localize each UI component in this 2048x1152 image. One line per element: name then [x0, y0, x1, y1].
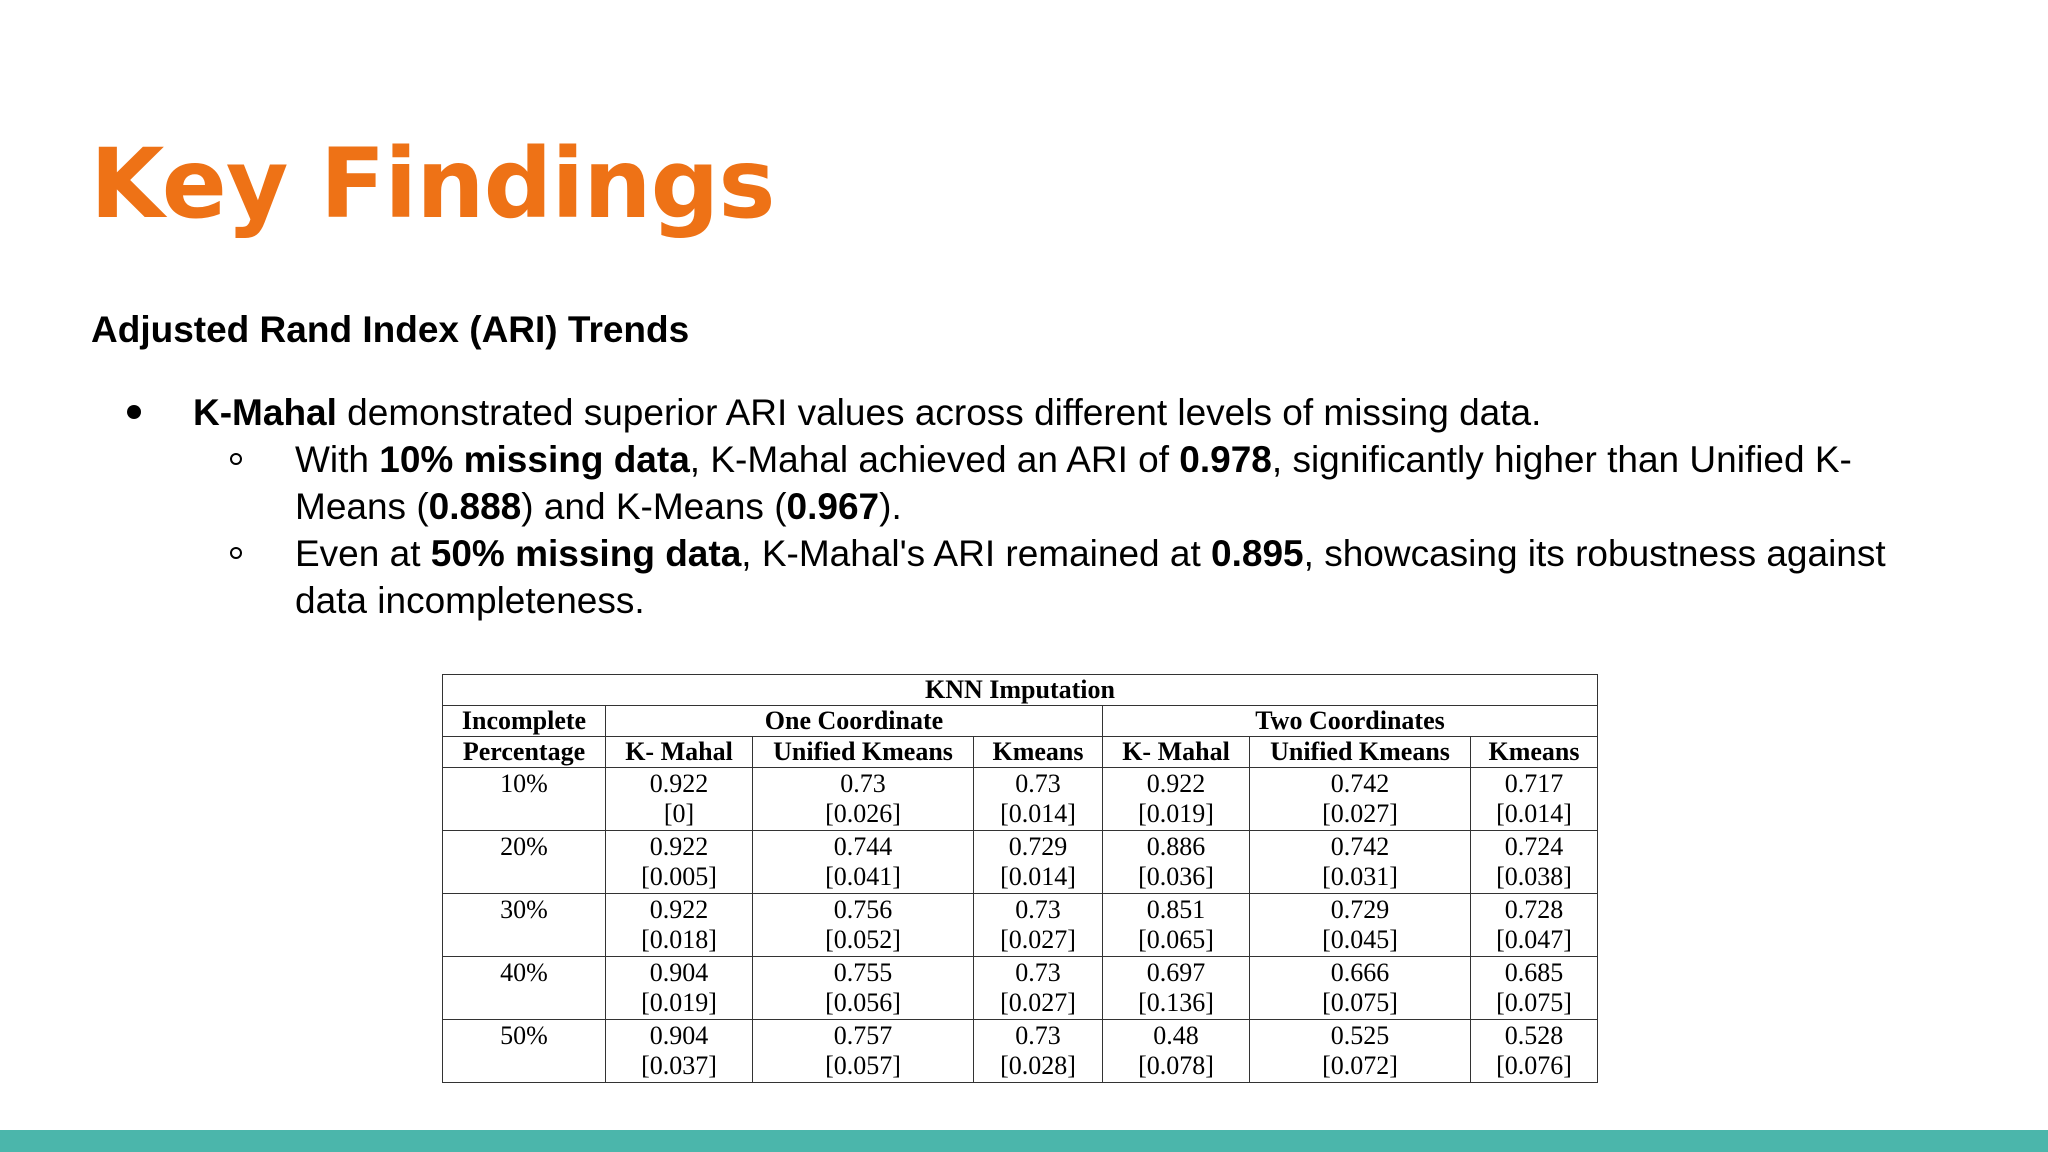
- group-header-one-coordinate: One Coordinate: [606, 706, 1103, 737]
- table-cell: [753, 894, 974, 957]
- cell-mean-value: 0.728: [1504, 895, 1564, 924]
- table-cell: [1103, 894, 1250, 957]
- table-cell: [1250, 1020, 1471, 1083]
- table-cell: [606, 1020, 753, 1083]
- cell-mean-value: 0.525: [1330, 1021, 1390, 1050]
- table-row: [443, 831, 1598, 894]
- bullet-item: [0, 389, 1953, 436]
- cell-std-value: [0.019]: [1138, 799, 1214, 828]
- table-cell: [974, 1020, 1103, 1083]
- row-label: [443, 894, 606, 957]
- cell-std-value: [0.076]: [1496, 1051, 1572, 1080]
- cell-std-value: [0.027]: [1000, 988, 1076, 1017]
- table-row: [443, 1020, 1598, 1083]
- cell-mean-value: 0.73: [1015, 1021, 1061, 1050]
- bullet-dot-icon: [127, 405, 141, 419]
- sub-bullet-bold: 50% missing data: [430, 533, 742, 574]
- cell-mean-value: 0.744: [833, 832, 893, 861]
- sub-bullet-bold: 10% missing data: [379, 439, 690, 480]
- section-subtitle: Adjusted Rand Index (ARI) Trends: [91, 309, 690, 350]
- sub-bullet-bold: 0.967: [786, 486, 880, 527]
- table-cell: [606, 768, 753, 831]
- sub-bullet-text: ).: [879, 486, 902, 527]
- cell-mean-value: 0.886: [1146, 832, 1206, 861]
- cell-mean-value: 0.922: [1146, 769, 1206, 798]
- table-cell: [1471, 894, 1598, 957]
- sub-bullet-text: , showcasing its robustness against data incompleteness.: [295, 533, 1886, 621]
- table-cell: [753, 1020, 974, 1083]
- bullet-list: [0, 389, 2048, 624]
- cell-std-value: [0.038]: [1496, 862, 1572, 891]
- cell-mean-value: 0.48: [1153, 1021, 1199, 1050]
- row-label-text: 50%: [500, 1021, 548, 1050]
- table-cell: [1250, 768, 1471, 831]
- sub-bullet-text: Even at: [295, 533, 431, 574]
- cell-std-value: [0.026]: [825, 799, 901, 828]
- cell-std-value: [0.027]: [1322, 799, 1398, 828]
- table-body: [443, 768, 1598, 1083]
- cell-mean-value: 0.922: [649, 895, 709, 924]
- cell-mean-value: 0.73: [840, 769, 886, 798]
- cell-std-value: [0.052]: [825, 925, 901, 954]
- cell-std-value: [0.047]: [1496, 925, 1572, 954]
- table-cell: [1103, 957, 1250, 1020]
- row-header-bottom: Percentage: [443, 737, 606, 768]
- cell-std-value: [0.027]: [1000, 925, 1076, 954]
- slide-title: Key Findings: [90, 128, 775, 240]
- cell-std-value: [0.014]: [1000, 862, 1076, 891]
- hollow-bullet-icon: [230, 453, 242, 465]
- table-cell: [753, 957, 974, 1020]
- cell-mean-value: 0.742: [1330, 832, 1390, 861]
- column-header: Unified Kmeans: [1250, 737, 1471, 768]
- table-row: [443, 957, 1598, 1020]
- hollow-bullet-icon: [230, 547, 242, 559]
- table-cell: [1250, 894, 1471, 957]
- sub-bullet-bold: 0.895: [1211, 533, 1304, 574]
- group-header-two-coordinates: Two Coordinates: [1103, 706, 1598, 737]
- sub-bullet-item: [0, 436, 1935, 530]
- cell-mean-value: 0.729: [1008, 832, 1068, 861]
- table-cell: [1471, 831, 1598, 894]
- sub-bullet-item: [0, 530, 1935, 624]
- table-cell: [1471, 1020, 1598, 1083]
- row-label-text: 20%: [500, 832, 548, 861]
- cell-mean-value: 0.742: [1330, 769, 1390, 798]
- table-cell: [974, 957, 1103, 1020]
- cell-mean-value: 0.697: [1146, 958, 1206, 987]
- cell-std-value: [0.031]: [1322, 862, 1398, 891]
- cell-std-value: [0.075]: [1322, 988, 1398, 1017]
- cell-std-value: [0.057]: [825, 1051, 901, 1080]
- sub-bullet-bold: 0.888: [428, 486, 522, 527]
- cell-mean-value: 0.528: [1504, 1021, 1564, 1050]
- cell-std-value: [0.028]: [1000, 1051, 1076, 1080]
- sub-bullet-text: , significantly higher than Unified K-Means (: [295, 439, 1852, 527]
- row-label: [443, 831, 606, 894]
- cell-std-value: [0.075]: [1496, 988, 1572, 1017]
- column-header: K- Mahal: [606, 737, 753, 768]
- cell-std-value: [0.056]: [825, 988, 901, 1017]
- table-cell: [1250, 831, 1471, 894]
- cell-mean-value: 0.73: [1015, 958, 1061, 987]
- cell-mean-value: 0.757: [833, 1021, 893, 1050]
- cell-std-value: [0.041]: [825, 862, 901, 891]
- cell-std-value: [0.045]: [1322, 925, 1398, 954]
- cell-std-value: [0.072]: [1322, 1051, 1398, 1080]
- results-table-container: [442, 674, 1598, 1083]
- cell-mean-value: 0.756: [833, 895, 893, 924]
- table-cell: [1471, 768, 1598, 831]
- cell-std-value: [0.019]: [641, 988, 717, 1017]
- cell-std-value: [0.005]: [641, 862, 717, 891]
- cell-mean-value: 0.851: [1146, 895, 1206, 924]
- sub-bullet-text: , K-Mahal achieved an ARI of: [689, 439, 1180, 480]
- cell-mean-value: 0.717: [1504, 769, 1564, 798]
- cell-std-value: [0.136]: [1138, 988, 1214, 1017]
- table-cell: [606, 957, 753, 1020]
- cell-std-value: [0]: [663, 799, 695, 828]
- sub-bullet-text: ) and K-Means (: [521, 486, 787, 527]
- cell-std-value: [0.036]: [1138, 862, 1214, 891]
- row-label-text: 30%: [500, 895, 548, 924]
- column-header: Kmeans: [1471, 737, 1598, 768]
- row-label-text: 40%: [500, 958, 548, 987]
- table-cell: [1250, 957, 1471, 1020]
- cell-mean-value: 0.73: [1015, 769, 1061, 798]
- sub-bullet-text: , K-Mahal's ARI remained at: [741, 533, 1212, 574]
- cell-std-value: [0.014]: [1496, 799, 1572, 828]
- cell-mean-value: 0.685: [1504, 958, 1564, 987]
- row-label: [443, 1020, 606, 1083]
- table-cell: [1103, 1020, 1250, 1083]
- column-header: Unified Kmeans: [753, 737, 974, 768]
- table-cell: [1103, 831, 1250, 894]
- table-row: [443, 894, 1598, 957]
- cell-mean-value: 0.922: [649, 832, 709, 861]
- bullet-text: demonstrated superior ARI values across different levels of missing data.: [336, 392, 1542, 433]
- sub-bullet-bold: 0.978: [1179, 439, 1272, 480]
- table-row: [443, 768, 1598, 831]
- row-label: [443, 768, 606, 831]
- table-cell: [1103, 768, 1250, 831]
- cell-std-value: [0.037]: [641, 1051, 717, 1080]
- cell-mean-value: 0.729: [1330, 895, 1390, 924]
- table-cell: [974, 831, 1103, 894]
- table-cell: [753, 831, 974, 894]
- cell-std-value: [0.078]: [1138, 1051, 1214, 1080]
- cell-mean-value: 0.904: [649, 958, 709, 987]
- table-caption: KNN Imputation: [443, 675, 1598, 706]
- sub-bullet-text: With: [295, 439, 380, 480]
- cell-std-value: [0.014]: [1000, 799, 1076, 828]
- bullet-bold-lead: K-Mahal: [193, 392, 337, 433]
- cell-std-value: [0.018]: [641, 925, 717, 954]
- cell-mean-value: 0.724: [1504, 832, 1564, 861]
- table-cell: [606, 831, 753, 894]
- column-header: K- Mahal: [1103, 737, 1250, 768]
- cell-mean-value: 0.904: [649, 1021, 709, 1050]
- cell-mean-value: 0.922: [649, 769, 709, 798]
- table-cell: [606, 894, 753, 957]
- results-table: [442, 674, 1598, 1083]
- footer-accent-bar: [0, 1130, 2048, 1152]
- cell-mean-value: 0.73: [1015, 895, 1061, 924]
- table-cell: [1471, 957, 1598, 1020]
- table-cell: [974, 894, 1103, 957]
- row-label: [443, 957, 606, 1020]
- cell-std-value: [0.065]: [1138, 925, 1214, 954]
- table-cell: [753, 768, 974, 831]
- cell-mean-value: 0.755: [833, 958, 893, 987]
- row-header-top: Incomplete: [443, 706, 606, 737]
- table-cell: [974, 768, 1103, 831]
- column-header: Kmeans: [974, 737, 1103, 768]
- row-label-text: 10%: [500, 769, 548, 798]
- cell-mean-value: 0.666: [1330, 958, 1390, 987]
